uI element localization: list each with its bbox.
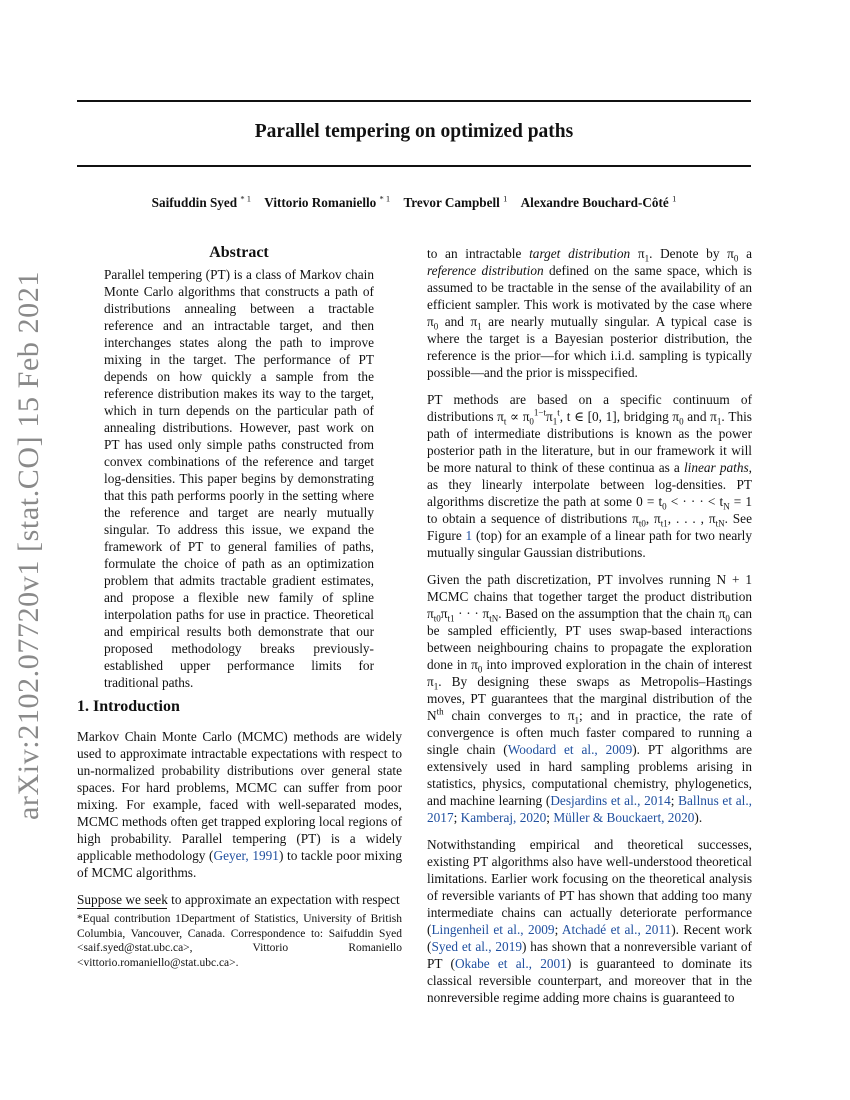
author: Trevor Campbell $^1$ [403,193,508,210]
author-list [77,195,751,211]
abstract-heading: Abstract [209,244,269,261]
arxiv-identifier-stamp: arXiv:2102.07720v1 [stat.CO] 15 Feb 2021 [12,271,45,820]
citation-link[interactable]: Atchadé et al., 2011 [561,922,672,937]
citation-link[interactable]: Kamberaj, 2020 [460,810,547,825]
footnote: *Equal contribution 1Department of Statistics, University of British Columbia, Vancouver, Canada. Correspondence to: Saifuddin Syed <saif.syed@stat.ubc.ca>, Vittorio Romaniello <vittorio.romaniello@stat.ubc.ca>. [77,913,402,969]
author: Vittorio Romaniello $^{* 1}$ [264,193,391,210]
paragraph: Suppose we seek to approximate an expectation with respect [77,892,400,907]
author: Alexandre Bouchard-Côté $^1$ [520,193,677,210]
paper-title: Parallel tempering on optimized paths [254,121,574,142]
citation-link[interactable]: Ballnus et al., 2017 [427,793,752,825]
title-top-rule [77,100,751,102]
paragraph: Markov Chain Monte Carlo (MCMC) methods are widely used to approximate intractable expectations with respect to un-normalized probability distributions over general state spaces. For hard problems, MCMC can suffer from poor mixing. For example, faced with well-separated modes, MCMC methods often get trapped exploring local regions of high probability. Parallel tempering (PT) is a widely applicable methodology (Geyer, 1991) to tackle poor mixing of MCMC algorithms. [77,729,402,880]
citation-link[interactable]: Woodard et al., 2009 [507,742,633,757]
paragraph: Given the path discretization, PT involves running N + 1 MCMC chains that together target the product distribution $\pi_{t0}\pi_{t1}$ · · · $\pi_{tN}$. Based on the assumption that the chain $\pi_0$ can be sampled efficiently, PT uses swap-based interactions between neighbouring chains to propagate the exploration done in $\pi_0$ into improved exploration in the chain of interest $\pi_1$. By designing these swaps as Metropolis–Hastings moves, PT guarantees that the marginal distribution of the $N^{th}$ chain converges to $\pi_1$; and in practice, the rate of convergence is often much faster compared to running a single chain (Woodard et al., 2009). PT algorithms are extensively used in hard sampling problems arising in statistics, physics, computational chemistry, phylogenetics, and machine learning (Desjardins et al., 2014; Ballnus et al., 2017; Kamberaj, 2020; Müller & Bouckaert, 2020). [427,572,753,825]
paragraph: PT methods are based on a specific continuum of distributions $\pi_t \propto \pi_0^{1-t}\pi_1^t$, t ∈ [0, 1], bridging $\pi_0$ and $\pi_1$. This path of intermediate distributions is known as the power posterior path in the literature, but in our framework it will be more natural to think of these continua as a linear paths, as they linearly interpolate between log-densities. PT algorithms discretize the path at some $0 = t_0$ < · · · < $t_N = 1$ to obtain a sequence of distributions $\pi_{t0}$, $\pi_{t1}$, . . . , $\pi_{tN}$. See Figure 1 (top) for an example of a linear path for two nearly mutually singular Gaussian distributions. [427,392,753,560]
footnote-rule [77,908,167,909]
right-column-body [427,245,752,1006]
author: Saifuddin Syed $^{* 1}$ [151,193,251,210]
citation-link[interactable]: Desjardins et al., 2014 [550,793,671,808]
title-bottom-rule [77,165,751,167]
section-heading-introduction: 1. Introduction [77,698,180,715]
citation-link[interactable]: Geyer, 1991 [213,848,279,863]
citation-link[interactable]: Müller & Bouckaert, 2020 [553,810,695,825]
citation-link[interactable]: Lingenheil et al., 2009 [431,922,555,937]
citation-link[interactable]: Syed et al., 2019 [431,939,522,954]
paragraph: to an intractable target distribution $\pi_1$. Denote by $\pi_0$ a reference distribution defined on the same space, which is assumed to be tractable in the sense of the availability of an efficient sampler. This work is motivated by the case where $\pi_0$ and $\pi_1$ are nearly mutually singular. A typical case is where the target is a Bayesian posterior distribution, the reference is the prior—for which i.i.d. sampling is typically possible—and the prior is misspecified. [427,246,753,380]
figure-reference-link[interactable]: 1 [465,528,473,543]
citation-link[interactable]: Okabe et al., 2001 [454,956,567,971]
introduction-body [77,728,402,908]
abstract-text: Parallel tempering (PT) is a class of Markov chain Monte Carlo algorithms that constructs a path of distributions annealing between a tractable reference and an intractable target, and then interchanges states along the path to improve mixing in the target. The performance of PT depends on how quickly a sample from the reference distribution makes its way to the target, which in turn depends on the particular path of annealing distributions. However, past work on PT has used only simple paths constructed from convex combinations of the reference and target log-densities. This paper begins by demonstrating that this path performs poorly in the setting where the reference and target are nearly mutually singular. To address this issue, we expand the framework of PT to general families of paths, formulate the choice of path as an optimization problem that admits tractable gradient estimates, and propose a flexible new family of spline interpolation paths for use in practice. Theoretical and empirical results both demonstrate that our proposed methodology breaks previously-established upper performance limits for traditional paths. [104,267,374,690]
paragraph: Notwithstanding empirical and theoretical successes, existing PT algorithms also have well-understood theoretical limitations. Earlier work focusing on the theoretical analysis of reversible variants of PT has shown that adding too many intermediate chains can actually deteriorate performance (Lingenheil et al., 2009; Atchadé et al., 2011). Recent work (Syed et al., 2019) has shown that a nonreversible variant of PT (Okabe et al., 2001) is guaranteed to dominate its classical reversible counterpart, and moreover that in the nonreversible regime adding more chains is guaranteed to [427,837,752,1005]
